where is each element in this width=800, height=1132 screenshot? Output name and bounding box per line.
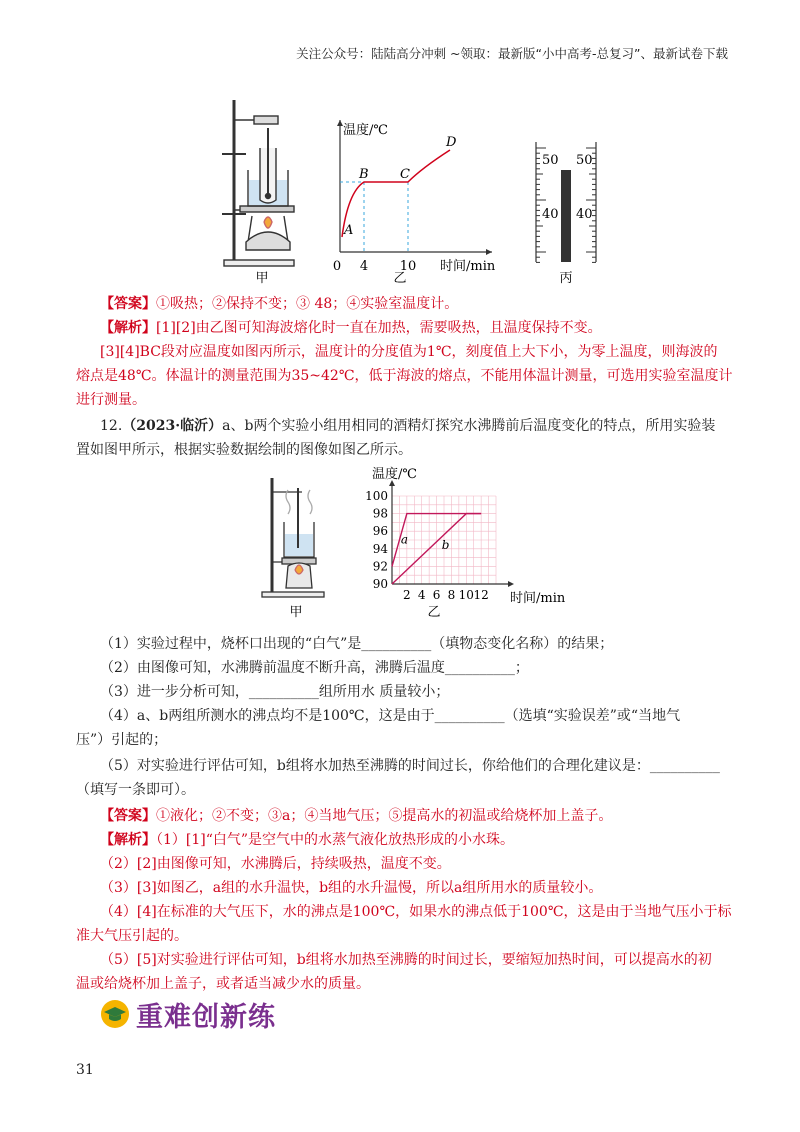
q12-analysis-line-2: （2）[2]由图像可知，水沸腾后，持续吸热，温度不变。 bbox=[100, 856, 451, 872]
q11-analysis-line-1 bbox=[100, 318, 750, 338]
y-tick-label-100: 100 bbox=[365, 489, 388, 503]
q12-stem-text-1: a、b两个实验小组用相同的酒精灯探究水沸腾前后温度变化的特点，所用实验装 bbox=[222, 418, 716, 434]
heating-apparatus-illustration bbox=[222, 100, 294, 266]
therm-label-40-left: 40 bbox=[542, 207, 559, 222]
x-tick-label-4: 4 bbox=[417, 588, 426, 602]
q11-answer-tag: 【答案】 bbox=[100, 296, 156, 312]
q11-analysis-tag: 【解析】 bbox=[100, 320, 156, 336]
q12-answer-text: ①液化；②不变；③a；④当地气压；⑤提高水的初温或给烧杯加上盖子。 bbox=[156, 808, 613, 824]
q11-analysis-text-1: [1][2]由乙图可知海波熔化时一直在加热，需要吸热，且温度保持不变。 bbox=[156, 320, 602, 336]
page-number: 31 bbox=[76, 1062, 94, 1078]
q11-answer-text: ①吸热；②保持不变；③ 48；④实验室温度计。 bbox=[156, 296, 459, 312]
fig1-tick-10: 10 bbox=[399, 259, 417, 274]
section-banner-text: 重难创新练 bbox=[136, 1001, 276, 1033]
q12-stem-line-1 bbox=[100, 416, 750, 436]
q12-sub-4-line-1: （4）a、b两组所测水的沸点均不是100℃，这是由于__________（选填“实验误差”或“当地气 bbox=[100, 708, 681, 724]
section-banner bbox=[100, 996, 276, 1032]
fig1-yaxis-label: 温度/℃ bbox=[343, 123, 388, 138]
fig2-chart bbox=[365, 466, 566, 606]
figure-2 bbox=[252, 464, 582, 624]
q12-sub-5-line-1: （5）对实验进行评估可知，b组将水加热至沸腾的时间过长，你给他们的合理化建议是：__________ bbox=[100, 758, 720, 774]
q12-analysis-text-1: （1）[1]“白气”是空气中的水蒸气液化放热形成的小水珠。 bbox=[156, 832, 515, 848]
fig1-point-c: C bbox=[400, 167, 410, 182]
fig2-label-jia: 甲 bbox=[289, 605, 303, 620]
x-tick-label-12: 12 bbox=[473, 588, 489, 602]
q11-answer bbox=[100, 294, 750, 314]
q12-stem-line-2: 置如图甲所示，根据实验数据绘制的图像如图乙所示。 bbox=[76, 442, 412, 458]
y-tick-label-90: 90 bbox=[372, 577, 388, 591]
fig1-label-jia: 甲 bbox=[255, 271, 269, 286]
y-tick-label-94: 94 bbox=[372, 541, 388, 556]
y-tick-label-98: 98 bbox=[372, 506, 388, 521]
fig1-label-yi: 乙 bbox=[393, 271, 407, 286]
graduation-cap-icon bbox=[100, 999, 130, 1029]
x-tick-label-8: 8 bbox=[447, 588, 456, 602]
q12-sub-3: （3）进一步分析可知，__________组所用水 质量较小； bbox=[100, 684, 450, 700]
fig1-tick-4: 4 bbox=[359, 259, 369, 274]
q12-sub-4-line-2: 压”）引起的； bbox=[76, 732, 168, 748]
q12-analysis-line-1 bbox=[100, 830, 750, 850]
y-tick-label-96: 96 bbox=[372, 524, 388, 539]
q12-analysis-tag: 【解析】 bbox=[100, 832, 156, 848]
therm-label-50-right: 50 bbox=[576, 153, 593, 168]
q12-sub-1: （1）实验过程中，烧杯口出现的“白气”是__________（填物态变化名称）的结果； bbox=[100, 636, 614, 652]
q12-sub-2: （2）由图像可知，水沸腾前温度不断升高，沸腾后温度__________； bbox=[100, 660, 529, 676]
therm-label-50-left: 50 bbox=[542, 153, 559, 168]
q12-sub-5-line-2: （填写一条即可）。 bbox=[76, 782, 195, 798]
q12-analysis-line-7: 温或给烧杯加上盖子，或者适当减少水的质量。 bbox=[76, 976, 370, 992]
figure-1 bbox=[200, 92, 620, 288]
fig1-graph bbox=[337, 120, 492, 255]
q12-analysis-line-3: （3）[3]如图乙，a组的水升温快，b组的水升温慢，所以a组所用水的质量较小。 bbox=[100, 880, 603, 896]
q12-source: （2023·临沂） bbox=[122, 418, 223, 434]
fig1-xaxis-label: 时间/min bbox=[440, 259, 496, 274]
therm-label-40-right: 40 bbox=[576, 207, 593, 222]
x-axis-arrow bbox=[508, 581, 514, 587]
x-tick-label-2: 2 bbox=[403, 588, 411, 602]
q11-analysis-line-2: [3][4]BC段对应温度如图丙所示，温度计的分度值为1℃，刻度值上大下小，为零上温度，则海波的 bbox=[100, 344, 718, 360]
y-tick-label-92: 92 bbox=[372, 559, 388, 574]
q12-answer bbox=[100, 806, 750, 826]
x-tick-label-10: 10 bbox=[458, 588, 474, 602]
q12-analysis-line-5: 准大气压引起的。 bbox=[76, 928, 188, 944]
fig2-yaxis-label: 温度/℃ bbox=[372, 467, 417, 482]
page-header: 关注公众号：陆陆高分冲刺 ~领取：最新版“小中高考-总复习”、最新试卷下载 bbox=[296, 46, 728, 61]
q12-analysis-line-4: （4）[4]在标准的大气压下，水的沸点是100℃，如果水的沸点低于100℃，这是由于当地气压小于标 bbox=[100, 904, 732, 920]
fig1-label-bing: 丙 bbox=[559, 271, 573, 286]
fig1-point-a: A bbox=[344, 223, 354, 238]
q12-analysis-line-6: （5）[5]对实验进行评估可知，b组将水加热至沸腾的时间过长，要缩短加热时间，可以提高水的初 bbox=[100, 952, 712, 968]
series-label-a: a bbox=[400, 532, 409, 547]
fig2-xaxis-label: 时间/min bbox=[510, 591, 566, 606]
q12-number: 12. bbox=[100, 418, 123, 434]
q11-analysis-line-3: 熔点是48℃。体温计的测量范围为35~42℃，低于海波的熔点，不能用体温计测量，可选用实验室温度计 bbox=[76, 368, 733, 384]
x-tick-label-6: 6 bbox=[432, 588, 441, 602]
q11-analysis-line-4: 进行测量。 bbox=[76, 392, 146, 408]
fig1-tick-0: 0 bbox=[332, 259, 342, 274]
fig1-point-d: D bbox=[446, 135, 457, 150]
boiling-apparatus-illustration bbox=[262, 478, 324, 597]
series-label-b: b bbox=[441, 537, 450, 552]
fig1-point-b: B bbox=[359, 167, 369, 182]
fig2-label-yi: 乙 bbox=[427, 605, 441, 620]
q12-answer-tag: 【答案】 bbox=[100, 808, 156, 824]
